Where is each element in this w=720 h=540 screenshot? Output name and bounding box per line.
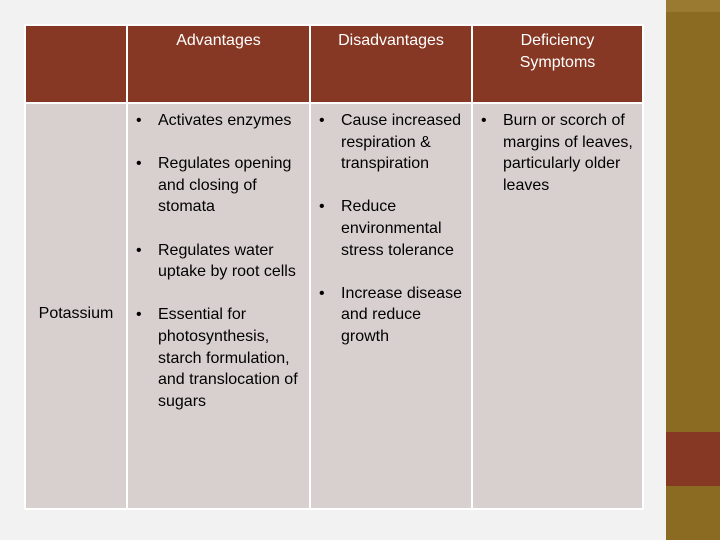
advantages-list — [128, 110, 309, 412]
list-item-text: Increase disease and reduce growth — [341, 284, 462, 345]
deficiency-symptoms-cell — [472, 103, 643, 509]
header-cell-empty — [25, 25, 127, 103]
list-item — [319, 196, 465, 261]
list-item — [319, 283, 465, 348]
header-cell-deficiency-symptoms: Deficiency Symptoms — [472, 25, 643, 103]
disadvantages-list — [311, 110, 471, 348]
potassium-table — [24, 24, 644, 510]
row-label-cell — [25, 103, 127, 509]
row-label-potassium: Potassium — [38, 305, 114, 323]
list-item-text: Essential for photosynthesis, starch formulation, and translocation of sugars — [158, 306, 298, 410]
list-item — [136, 240, 303, 283]
list-item-text: Cause increased respiration & transpiration — [341, 112, 462, 173]
side-accent-block — [666, 432, 720, 486]
list-item — [319, 110, 465, 175]
list-item-text: Activates enzymes — [158, 112, 292, 129]
bullet-icon: • — [481, 112, 487, 129]
bullet-icon: • — [136, 112, 142, 129]
bullet-icon: • — [319, 284, 325, 302]
header-cell-disadvantages: Disadvantages — [310, 25, 472, 103]
table-header-row — [25, 25, 643, 103]
list-item-text: Regulates water uptake by root cells — [158, 241, 296, 281]
side-decoration-top-strip — [666, 0, 720, 12]
bullet-icon: • — [136, 306, 142, 324]
bullet-icon: • — [319, 112, 325, 129]
table-row-potassium — [25, 103, 643, 509]
list-item — [481, 110, 636, 196]
disadvantages-cell — [310, 103, 472, 509]
list-item — [136, 304, 303, 412]
list-item-text: Regulates opening and closing of stomata — [158, 155, 292, 216]
list-item-text: Reduce environmental stress tolerance — [341, 198, 454, 259]
bullet-icon: • — [319, 198, 325, 216]
bullet-icon: • — [136, 155, 142, 173]
list-item-text: Burn or scorch of margins of leaves, particularly older leaves — [503, 112, 633, 194]
advantages-cell — [127, 103, 310, 509]
bullet-icon: • — [136, 241, 142, 259]
deficiency-symptoms-list — [473, 110, 642, 196]
header-cell-advantages: Advantages — [127, 25, 310, 103]
list-item — [136, 153, 303, 218]
list-item — [136, 110, 303, 132]
